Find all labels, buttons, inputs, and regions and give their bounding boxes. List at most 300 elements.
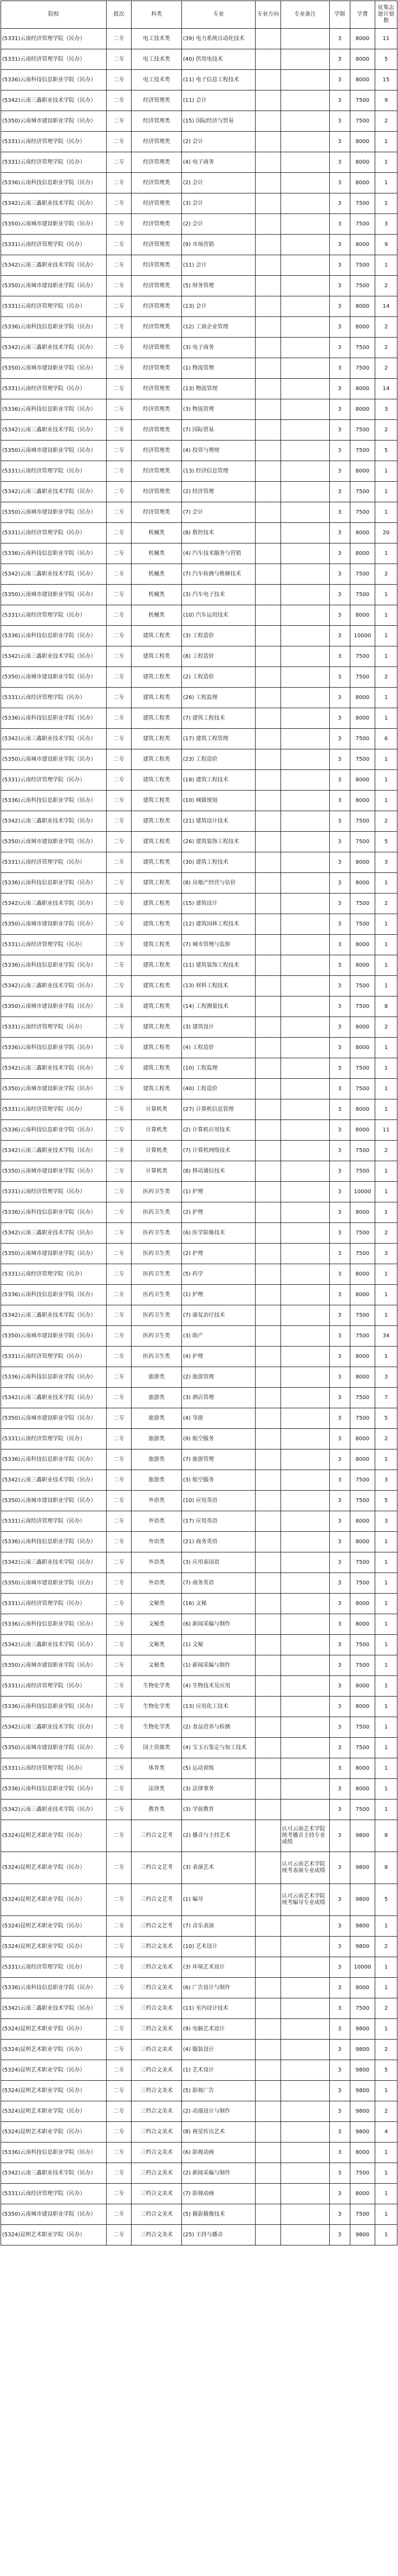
cell-remark [280, 1182, 329, 1202]
cell-remark [280, 1532, 329, 1552]
cell-school: (5331)云南经济管理学院（民办） [1, 49, 107, 70]
cell-school: (5350)云南城市建设职业学院（民办） [1, 358, 107, 379]
cell-major: (4) 服装设计 [181, 2040, 255, 2060]
table-row [1, 441, 397, 461]
cell-tuition: 9800 [350, 1852, 375, 1884]
cell-tuition: 9800 [350, 2040, 375, 2060]
cell-remark [280, 461, 329, 482]
cell-school: (5324)昆明艺术职业学院（民办） [1, 1884, 107, 1916]
cell-direction [256, 2122, 280, 2143]
cell-years: 3 [329, 1852, 350, 1884]
cell-plan: 14 [375, 296, 397, 317]
cell-years: 3 [329, 708, 350, 729]
table-row [1, 996, 397, 1017]
cell-category: 经济管理类 [132, 441, 182, 461]
cell-tuition: 7500 [350, 1408, 375, 1429]
cell-tuition: 9800 [350, 1820, 375, 1852]
cell-remark [280, 1614, 329, 1635]
cell-batch: 二专 [106, 2184, 131, 2204]
cell-plan: 1 [375, 482, 397, 502]
cell-plan: 2 [375, 2040, 397, 2060]
cell-direction [256, 1038, 280, 1058]
cell-batch: 二专 [106, 1916, 131, 1937]
table-row [1, 1594, 397, 1614]
table-row [1, 1655, 397, 1676]
cell-batch: 二专 [106, 791, 131, 811]
cell-category: 经济管理类 [132, 255, 182, 276]
cell-direction [256, 1285, 280, 1305]
cell-plan: 1 [375, 2184, 397, 2204]
cell-years: 3 [329, 976, 350, 996]
cell-plan: 2 [375, 811, 397, 832]
cell-category: 建筑工程类 [132, 852, 182, 873]
cell-school: (5336)云南科技信息职业学院（民办） [1, 1532, 107, 1552]
cell-years: 3 [329, 585, 350, 605]
cell-tuition: 8000 [350, 1264, 375, 1285]
cell-direction [256, 235, 280, 255]
cell-batch: 二专 [106, 173, 131, 193]
cell-major: (3) 酒店管理 [181, 1388, 255, 1408]
cell-school: (5342)云南三鑫职业技术学院（民办） [1, 1223, 107, 1244]
cell-school: (5350)云南城市建设职业学院（民办） [1, 1573, 107, 1594]
table-row [1, 399, 397, 420]
cell-tuition: 8000 [350, 708, 375, 729]
cell-category: 三档合文美术 [132, 1957, 182, 1978]
cell-school: (5350)云南城市建设职业学院（民办） [1, 2204, 107, 2225]
cell-plan: 1 [375, 626, 397, 646]
cell-school: (5324)昆明艺术职业学院（民办） [1, 2122, 107, 2143]
cell-remark [280, 667, 329, 688]
table-row [1, 1884, 397, 1916]
cell-direction [256, 688, 280, 708]
cell-direction [256, 832, 280, 852]
table-row [1, 420, 397, 441]
cell-school: (5350)云南城市建设职业学院（民办） [1, 276, 107, 296]
cell-major: (13) 经济信息管理 [181, 461, 255, 482]
cell-plan: 1 [375, 1202, 397, 1223]
cell-category: 计算机类 [132, 1099, 182, 1120]
table-row [1, 1141, 397, 1161]
cell-years: 3 [329, 626, 350, 646]
cell-remark [280, 1079, 329, 1099]
cell-direction [256, 1635, 280, 1655]
header-tuition: 学费 [350, 1, 375, 29]
cell-tuition: 7500 [350, 667, 375, 688]
cell-plan: 1 [375, 708, 397, 729]
cell-plan: 1 [375, 585, 397, 605]
cell-major: (2) 会计 [181, 132, 255, 152]
cell-school: (5350)云南城市建设职业学院（民办） [1, 214, 107, 235]
cell-plan: 1 [375, 976, 397, 996]
cell-tuition: 8000 [350, 296, 375, 317]
cell-remark: 认可云南艺术学院统考表演专业成绩 [280, 1852, 329, 1884]
cell-years: 3 [329, 1800, 350, 1820]
cell-school: (5331)云南经济管理学院（民办） [1, 2184, 107, 2204]
cell-school: (5342)云南三鑫职业技术学院（民办） [1, 1717, 107, 1738]
table-body [1, 29, 397, 2245]
table-row [1, 1285, 397, 1305]
cell-years: 3 [329, 502, 350, 523]
cell-category: 旅游类 [132, 1470, 182, 1491]
cell-school: (5336)云南科技信息职业学院（民办） [1, 1449, 107, 1470]
cell-school: (5342)云南三鑫职业技术学院（民办） [1, 811, 107, 832]
cell-major: (11) 会计 [181, 255, 255, 276]
cell-plan: 1 [375, 1614, 397, 1635]
table-row [1, 2225, 397, 2245]
cell-plan: 2 [375, 1998, 397, 2019]
cell-years: 3 [329, 1079, 350, 1099]
cell-major: (18) 建筑工程技术 [181, 770, 255, 791]
cell-batch: 二专 [106, 1998, 131, 2019]
cell-school: (5324)昆明艺术职业学院（民办） [1, 2101, 107, 2122]
cell-school: (5331)云南经济管理学院（民办） [1, 296, 107, 317]
cell-school: (5342)云南三鑫职业技术学院（民办） [1, 2163, 107, 2184]
table-row [1, 1326, 397, 1347]
table-row [1, 523, 397, 543]
cell-school: (5331)云南经济管理学院（民办） [1, 1758, 107, 1779]
cell-major: (6) 影视动画 [181, 2143, 255, 2163]
table-row [1, 1779, 397, 1800]
cell-major: (40) 工程造价 [181, 1079, 255, 1099]
cell-remark [280, 1779, 329, 1800]
cell-direction [256, 1141, 280, 1161]
cell-remark [280, 420, 329, 441]
cell-plan: 2 [375, 2101, 397, 2122]
cell-years: 3 [329, 379, 350, 399]
cell-category: 经济管理类 [132, 358, 182, 379]
cell-direction [256, 1676, 280, 1697]
cell-major: (9) 航空服务 [181, 1429, 255, 1449]
cell-direction [256, 791, 280, 811]
cell-plan: 1 [375, 2163, 397, 2184]
cell-direction [256, 1470, 280, 1491]
cell-school: (5342)云南三鑫职业技术学院（民办） [1, 1800, 107, 1820]
cell-direction [256, 1852, 280, 1884]
cell-category: 建筑工程类 [132, 1079, 182, 1099]
cell-category: 电工技术类 [132, 70, 182, 90]
table-row [1, 729, 397, 749]
table-row [1, 1552, 397, 1573]
cell-category: 建筑工程类 [132, 626, 182, 646]
cell-tuition: 7500 [350, 338, 375, 358]
cell-school: (5336)云南科技信息职业学院（民办） [1, 1120, 107, 1141]
cell-batch: 二专 [106, 1223, 131, 1244]
cell-remark [280, 1758, 329, 1779]
cell-direction [256, 894, 280, 914]
cell-batch: 二专 [106, 1978, 131, 1998]
cell-direction [256, 523, 280, 543]
cell-plan: 1 [375, 873, 397, 894]
cell-plan: 9 [375, 90, 397, 111]
cell-batch: 二专 [106, 1614, 131, 1635]
cell-school: (5331)云南经济管理学院（民办） [1, 152, 107, 173]
cell-remark [280, 132, 329, 152]
cell-major: (6) 医学影像技术 [181, 1223, 255, 1244]
table-row [1, 132, 397, 152]
cell-school: (5336)云南科技信息职业学院（民办） [1, 1038, 107, 1058]
cell-plan: 5 [375, 441, 397, 461]
cell-major: (26) 建筑装饰工程技术 [181, 832, 255, 852]
cell-plan: 9 [375, 235, 397, 255]
cell-school: (5336)云南科技信息职业学院（民办） [1, 708, 107, 729]
cell-remark [280, 338, 329, 358]
cell-plan: 1 [375, 255, 397, 276]
cell-school: (5324)昆明艺术职业学院（民办） [1, 1916, 107, 1937]
cell-school: (5350)云南城市建设职业学院（民办） [1, 111, 107, 132]
cell-major: (11) 建筑装饰工程技术 [181, 955, 255, 976]
cell-major: (7) 国际贸易 [181, 420, 255, 441]
cell-remark [280, 49, 329, 70]
table-row [1, 1758, 397, 1779]
cell-batch: 二专 [106, 70, 131, 90]
cell-remark [280, 1978, 329, 1998]
cell-plan: 1 [375, 605, 397, 626]
cell-category: 三档合文艺考 [132, 1852, 182, 1884]
cell-major: (3) 物流管理 [181, 399, 255, 420]
cell-batch: 二专 [106, 132, 131, 152]
table-row [1, 317, 397, 338]
cell-plan: 1 [375, 935, 397, 955]
cell-years: 3 [329, 276, 350, 296]
cell-plan: 1 [375, 1182, 397, 1202]
cell-remark [280, 1998, 329, 2019]
cell-plan: 2 [375, 111, 397, 132]
table-row [1, 358, 397, 379]
cell-category: 建筑工程类 [132, 688, 182, 708]
cell-school: (5342)云南三鑫职业技术学院（民办） [1, 482, 107, 502]
table-row [1, 1449, 397, 1470]
cell-years: 3 [329, 2101, 350, 2122]
cell-years: 3 [329, 852, 350, 873]
cell-remark [280, 646, 329, 667]
cell-direction [256, 585, 280, 605]
cell-plan: 3 [375, 1244, 397, 1264]
cell-years: 3 [329, 1552, 350, 1573]
table-row [1, 1800, 397, 1820]
cell-years: 3 [329, 1099, 350, 1120]
cell-school: (5336)云南科技信息职业学院（民办） [1, 1367, 107, 1388]
cell-direction [256, 1998, 280, 2019]
cell-plan: 2 [375, 276, 397, 296]
cell-years: 3 [329, 1491, 350, 1511]
cell-batch: 二专 [106, 2019, 131, 2040]
cell-remark [280, 2225, 329, 2245]
cell-remark [280, 832, 329, 852]
cell-school: (5331)云南经济管理学院（民办） [1, 770, 107, 791]
cell-major: (3) 汽车电子技术 [181, 585, 255, 605]
cell-category: 电工技术类 [132, 29, 182, 49]
table-row [1, 90, 397, 111]
cell-batch: 二专 [106, 1182, 131, 1202]
cell-plan: 3 [375, 1511, 397, 1532]
cell-years: 3 [329, 2225, 350, 2245]
cell-remark [280, 2040, 329, 2060]
cell-tuition: 7500 [350, 1058, 375, 1079]
cell-category: 法律类 [132, 1779, 182, 1800]
table-row [1, 1491, 397, 1511]
cell-category: 医药卫生类 [132, 1182, 182, 1202]
cell-tuition: 7500 [350, 276, 375, 296]
cell-school: (5342)云南三鑫职业技术学院（民办） [1, 420, 107, 441]
cell-plan: 1 [375, 1573, 397, 1594]
cell-years: 3 [329, 996, 350, 1017]
cell-years: 3 [329, 1717, 350, 1738]
table-row [1, 1182, 397, 1202]
cell-plan: 5 [375, 832, 397, 852]
cell-major: (2) 播音与主持艺术 [181, 1820, 255, 1852]
cell-school: (5350)云南城市建设职业学院（民办） [1, 1244, 107, 1264]
cell-category: 医药卫生类 [132, 1326, 182, 1347]
cell-direction [256, 2204, 280, 2225]
cell-batch: 二专 [106, 1038, 131, 1058]
cell-major: (2) 护理 [181, 1244, 255, 1264]
cell-plan: 1 [375, 1655, 397, 1676]
cell-major: (1) 艺术设计 [181, 2060, 255, 2081]
cell-remark [280, 894, 329, 914]
table-row [1, 770, 397, 791]
cell-tuition: 9800 [350, 1937, 375, 1957]
cell-remark: 认可云南艺术学院统考播音主持专业成绩 [280, 1820, 329, 1852]
cell-school: (5336)云南科技信息职业学院（民办） [1, 399, 107, 420]
cell-major: (2) 工程造价 [181, 667, 255, 688]
cell-remark [280, 2081, 329, 2101]
cell-tuition: 8000 [350, 173, 375, 193]
cell-tuition: 8000 [350, 29, 375, 49]
cell-category: 机械类 [132, 543, 182, 564]
cell-tuition: 7500 [350, 1223, 375, 1244]
cell-major: (3) 学前教育 [181, 1800, 255, 1820]
cell-tuition: 9800 [350, 2101, 375, 2122]
cell-school: (5331)云南经济管理学院（民办） [1, 1594, 107, 1614]
cell-remark [280, 173, 329, 193]
cell-remark [280, 1697, 329, 1717]
cell-direction [256, 173, 280, 193]
table-row [1, 2081, 397, 2101]
table-row [1, 935, 397, 955]
cell-major: (2) 计算机应用技术 [181, 1120, 255, 1141]
cell-major: (1) 编导 [181, 1884, 255, 1916]
cell-plan: 1 [375, 1594, 397, 1614]
cell-plan: 1 [375, 1347, 397, 1367]
header-school: 院校 [1, 1, 107, 29]
cell-batch: 二专 [106, 1884, 131, 1916]
table-row [1, 1202, 397, 1223]
cell-batch: 二专 [106, 1141, 131, 1161]
cell-batch: 二专 [106, 1017, 131, 1038]
cell-school: (5342)云南三鑫职业技术学院（民办） [1, 1058, 107, 1079]
cell-remark [280, 976, 329, 996]
cell-category: 建筑工程类 [132, 996, 182, 1017]
cell-major: (15) 国际经济与贸易 [181, 111, 255, 132]
cell-category: 外语类 [132, 1511, 182, 1532]
table-row [1, 1635, 397, 1655]
cell-batch: 二专 [106, 29, 131, 49]
cell-direction [256, 358, 280, 379]
cell-category: 机械类 [132, 564, 182, 585]
cell-direction [256, 152, 280, 173]
cell-batch: 二专 [106, 235, 131, 255]
table-row [1, 255, 397, 276]
cell-plan: 1 [375, 1916, 397, 1937]
cell-category: 建筑工程类 [132, 646, 182, 667]
cell-major: (10) 应用英语 [181, 1491, 255, 1511]
cell-major: (9) 电脑艺术设计 [181, 2019, 255, 2040]
cell-category: 建筑工程类 [132, 667, 182, 688]
cell-years: 3 [329, 1038, 350, 1058]
cell-category: 经济管理类 [132, 399, 182, 420]
cell-years: 3 [329, 461, 350, 482]
cell-school: (5336)云南科技信息职业学院（民办） [1, 1779, 107, 1800]
cell-direction [256, 935, 280, 955]
cell-major: (3) 表演艺术 [181, 1852, 255, 1884]
cell-plan: 1 [375, 1697, 397, 1717]
cell-category: 三档合文美术 [132, 2163, 182, 2184]
cell-major: (3) 会计 [181, 193, 255, 214]
cell-plan: 8 [375, 1820, 397, 1852]
cell-years: 3 [329, 770, 350, 791]
cell-years: 3 [329, 2122, 350, 2143]
cell-school: (5342)云南三鑫职业技术学院（民办） [1, 976, 107, 996]
cell-plan: 3 [375, 399, 397, 420]
cell-major: (1) 新闻采编与制作 [181, 1655, 255, 1676]
table-row [1, 2204, 397, 2225]
cell-direction [256, 338, 280, 358]
cell-batch: 二专 [106, 90, 131, 111]
table-row [1, 1429, 397, 1449]
cell-school: (5336)云南科技信息职业学院（民办） [1, 70, 107, 90]
cell-remark [280, 1038, 329, 1058]
cell-major: (4) 汽车技术服务与营销 [181, 543, 255, 564]
cell-direction [256, 2184, 280, 2204]
cell-remark [280, 1717, 329, 1738]
cell-direction [256, 646, 280, 667]
cell-direction [256, 1449, 280, 1470]
cell-tuition: 7500 [350, 1738, 375, 1758]
cell-major: (8) 视觉传达艺术 [181, 2122, 255, 2143]
cell-school: (5342)云南三鑫职业技术学院（民办） [1, 193, 107, 214]
cell-batch: 二专 [106, 914, 131, 935]
cell-school: (5342)云南三鑫职业技术学院（民办） [1, 646, 107, 667]
cell-batch: 二专 [106, 1779, 131, 1800]
cell-plan: 2 [375, 317, 397, 338]
cell-school: (5336)云南科技信息职业学院（民办） [1, 543, 107, 564]
cell-tuition: 7500 [350, 2163, 375, 2184]
cell-major: (3) 工程造价 [181, 626, 255, 646]
cell-school: (5324)昆明艺术职业学院（民办） [1, 1852, 107, 1884]
table-row [1, 1676, 397, 1697]
cell-direction [256, 667, 280, 688]
cell-school: (5342)云南三鑫职业技术学院（民办） [1, 1141, 107, 1161]
cell-tuition: 7500 [350, 832, 375, 852]
cell-tuition: 8000 [350, 1449, 375, 1470]
cell-tuition: 7500 [350, 255, 375, 276]
cell-batch: 二专 [106, 935, 131, 955]
table-row [1, 502, 397, 523]
cell-years: 3 [329, 1285, 350, 1305]
cell-batch: 二专 [106, 1738, 131, 1758]
cell-years: 3 [329, 1614, 350, 1635]
cell-remark [280, 70, 329, 90]
cell-remark [280, 235, 329, 255]
table-row [1, 1161, 397, 1182]
admission-table [1, 1, 397, 2245]
cell-direction [256, 2081, 280, 2101]
cell-batch: 二专 [106, 1957, 131, 1978]
cell-years: 3 [329, 1388, 350, 1408]
cell-direction [256, 317, 280, 338]
cell-batch: 二专 [106, 1264, 131, 1285]
cell-batch: 二专 [106, 1511, 131, 1532]
